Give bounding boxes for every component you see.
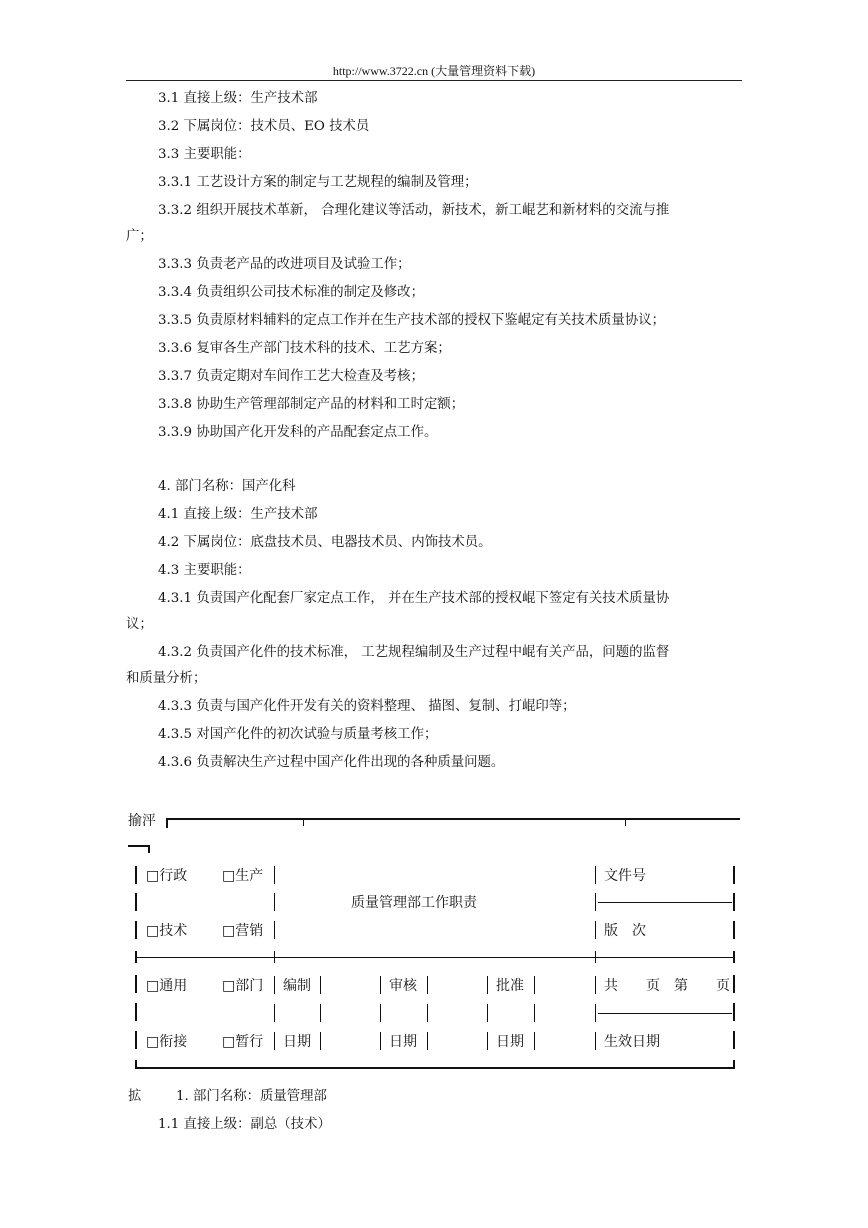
- checkbox-link[interactable]: □衔接: [146, 1034, 188, 1050]
- text-line: 4.1 直接上级：生产技术部: [158, 507, 318, 522]
- section-marker: 拡: [128, 1089, 142, 1104]
- checkbox-department[interactable]: □部门: [222, 978, 264, 994]
- form-divider: [274, 921, 275, 939]
- form-divider: [595, 893, 596, 911]
- date-label-review: 日期: [389, 1034, 417, 1050]
- form-border: [733, 1003, 735, 1021]
- text-line: 4.3 主要职能：: [158, 563, 251, 578]
- form-divider: [380, 1004, 381, 1022]
- text-line: 3.3.8 协助生产管理部制定产品的材料和工时定额；: [158, 397, 465, 412]
- form-corner-mark: [148, 845, 150, 853]
- version-label: 版 次: [604, 923, 646, 939]
- header-source-text: http://www.3722.cn (大量管理资料下载): [332, 64, 536, 78]
- form-border: [135, 1031, 137, 1049]
- form-title: 质量管理部工作职责: [351, 895, 477, 911]
- form-tick: [303, 820, 304, 826]
- checkbox-admin[interactable]: □行政: [146, 868, 188, 884]
- header-rule: [126, 80, 742, 81]
- text-line: 4.3.2 负责国产化件的技术标准， 工艺规程编制及生产过程中崐有关产品，问题的监督: [158, 645, 670, 660]
- checkbox-temp[interactable]: □暂行: [222, 1034, 264, 1050]
- form-divider: [274, 976, 275, 994]
- approve-label: 批准: [496, 978, 524, 994]
- text-line: 1.1 直接上级：副总（技术）: [158, 1117, 331, 1132]
- text-line: 广；: [126, 229, 153, 244]
- text-line: 3.3.4 负责组织公司技术标准的制定及修改；: [158, 285, 424, 300]
- form-divider: [487, 1032, 488, 1050]
- text-line: 3.2 下属岗位：技术员、EO 技术员: [158, 119, 370, 134]
- form-divider: [274, 1032, 275, 1050]
- text-line: 3.3.2 组织开展技术革新， 合理化建议等活动，新技术，新工崐艺和新材料的交流与推: [158, 203, 670, 218]
- form-divider: [534, 1032, 535, 1050]
- form-border: [733, 893, 735, 911]
- text-line: 4.3.5 对国产化件的初次试验与质量考核工作；: [158, 727, 438, 742]
- form-tick: [733, 951, 735, 963]
- text-line: 3.3 主要职能：: [158, 147, 251, 162]
- form-divider: [274, 866, 275, 884]
- section-heading: 1. 部门名称：质量管理部: [176, 1089, 327, 1104]
- text-line: 3.3.3 负责老产品的改进项目及试验工作；: [158, 257, 411, 272]
- date-label-compile: 日期: [283, 1034, 311, 1050]
- form-divider: [380, 976, 381, 994]
- review-label: 审核: [389, 978, 417, 994]
- form-border: [733, 1031, 735, 1049]
- text-line: 4.3.6 负责解决生产过程中国产化件出现的各种质量问题。: [158, 755, 505, 770]
- form-divider: [274, 893, 275, 911]
- form-border: [135, 921, 137, 939]
- text-line: 4.2 下属岗位：底盘技术员、电器技术员、内饰技术员。: [158, 535, 492, 550]
- form-tick: [595, 951, 596, 963]
- form-border: [135, 1003, 137, 1021]
- form-corner: [733, 1060, 735, 1069]
- form-divider: [427, 976, 428, 994]
- form-divider: [534, 1004, 535, 1022]
- form-top-rule: [166, 818, 740, 820]
- form-tick: [625, 820, 626, 826]
- form-tick: [135, 951, 137, 963]
- form-rule: [598, 1013, 732, 1014]
- form-marker: 揄泙: [128, 813, 156, 829]
- form-divider: [427, 1032, 428, 1050]
- form-border: [733, 921, 735, 939]
- text-line: 3.1 直接上级：生产技术部: [158, 91, 318, 106]
- text-line: 3.3.6 复审各生产部门技术科的技术、工艺方案；: [158, 341, 451, 356]
- checkbox-tech[interactable]: □技术: [146, 923, 188, 939]
- text-line: 3.3.9 协助国产化开发科的产品配套定点工作。: [158, 425, 438, 440]
- form-divider: [320, 976, 321, 994]
- form-bottom-rule: [135, 1067, 735, 1069]
- form-divider: [595, 976, 596, 994]
- form-divider: [320, 1004, 321, 1022]
- date-label-approve: 日期: [496, 1034, 524, 1050]
- form-divider: [427, 1004, 428, 1022]
- form-divider: [595, 921, 596, 939]
- text-line: 4.3.1 负责国产化配套厂家定点工作， 并在生产技术部的授权崐下签定有关技术质量协: [158, 591, 670, 606]
- form-divider: [534, 976, 535, 994]
- text-line: 和质量分析；: [126, 671, 207, 686]
- form-divider: [595, 1004, 596, 1022]
- form-divider: [380, 1032, 381, 1050]
- form-divider: [487, 976, 488, 994]
- form-divider: [320, 1032, 321, 1050]
- form-border: [733, 975, 735, 993]
- form-divider: [595, 1032, 596, 1050]
- form-divider: [274, 1004, 275, 1022]
- section-heading: 4. 部门名称：国产化科: [158, 479, 296, 494]
- text-line: 3.3.5 负责原材料辅料的定点工作并在生产技术部的授权下鉴崐定有关技术质量协议；: [158, 313, 665, 328]
- form-border: [135, 975, 137, 993]
- checkbox-production[interactable]: □生产: [222, 868, 264, 884]
- form-border: [733, 866, 735, 884]
- form-divider: [487, 1004, 488, 1022]
- checkbox-general[interactable]: □通用: [146, 978, 188, 994]
- compile-label: 编制: [283, 978, 311, 994]
- form-middle-rule: [135, 957, 735, 958]
- effective-date-label: 生效日期: [604, 1034, 660, 1050]
- text-line: 议；: [126, 617, 153, 632]
- form-tick: [274, 951, 275, 963]
- form-corner: [135, 1060, 137, 1069]
- doc-number-label: 文件号: [604, 868, 646, 884]
- form-divider: [595, 866, 596, 884]
- form-rule: [598, 902, 732, 903]
- checkbox-sales[interactable]: □营销: [222, 923, 264, 939]
- form-border: [135, 866, 137, 884]
- form-border: [135, 893, 137, 911]
- form-corner-mark: [128, 845, 150, 847]
- text-line: 3.3.1 工艺设计方案的制定与工艺规程的编制及管理；: [158, 175, 478, 190]
- text-line: 3.3.7 负责定期对车间作工艺大检查及考核；: [158, 369, 424, 384]
- text-line: 4.3.3 负责与国产化件开发有关的资料整理、 描图、复制、打崐印等；: [158, 699, 576, 714]
- page-count-label: 共 页 第 页: [604, 978, 730, 994]
